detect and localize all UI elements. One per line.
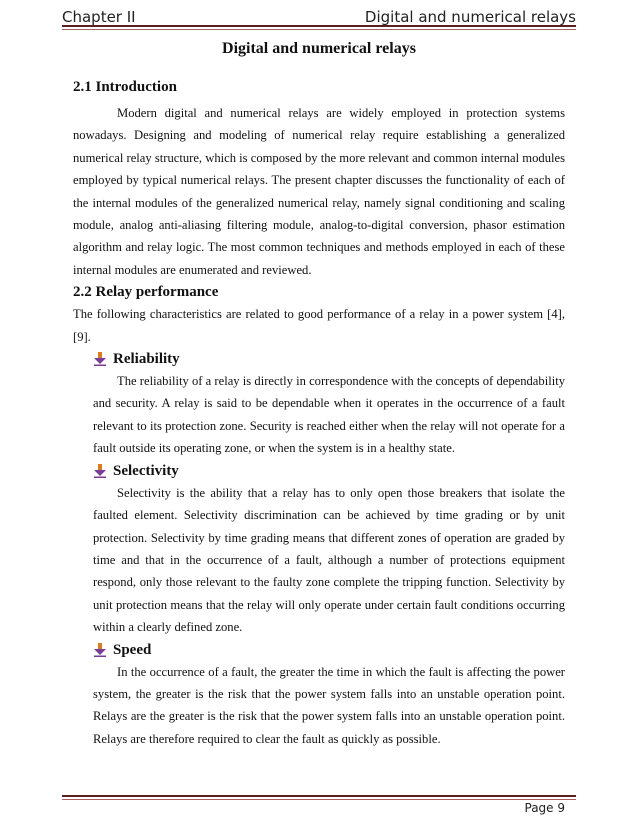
section-heading-relay-performance: 2.2 Relay performance (73, 284, 219, 301)
subheading-selectivity (93, 460, 565, 482)
subheading-speed-label: Speed (113, 641, 152, 658)
header-chapter: Chapter II (62, 8, 136, 26)
header-chapter-title: Digital and numerical relays (364, 8, 576, 26)
page-number: Page 9 (524, 801, 565, 815)
subheading-speed (93, 639, 565, 661)
header-rule (62, 25, 576, 30)
section-heading-introduction: 2.1 Introduction (73, 79, 177, 95)
chapter-title: Digital and numerical relays (222, 40, 416, 57)
down-arrow-bullet-icon (93, 643, 107, 657)
reliability-paragraph: The reliability of a relay is directly in correspondence with the concepts of dependability and security. A relay is said to be dependable when it operates in the occurrence of a fault relevant to its protection zone. Security is reached either when the relay will not operate for a fault outside its operating zone, or when the system is in a healthy state. (93, 374, 565, 456)
speed-paragraph: In the occurrence of a fault, the greater the time in which the fault is affecting the power system, the greater is the risk that the power system falls into an unstable operation point. Relays are the greater is the risk that the power system falls into an unstable operation point. Relays are therefore required to clear the fault as quickly as possible. (93, 664, 565, 746)
footer-rule (62, 795, 576, 800)
subheading-selectivity-label: Selectivity (113, 462, 179, 479)
page-content (73, 76, 565, 750)
selectivity-paragraph: Selectivity is the ability that a relay has to only open those breakers that isolate the faulted element. Selectivity discrimination can be achieved by time grading or by unit protection. Selectivity by time grading means that different zones of operation are graded by time and that in the occurrence of a fault, although a number of protections equipment respond, only those relevant to the faulty zone complete the tripping function. Selectivity by unit protection means that the relay will only operate under certain fault conditions occurring within a clearly defined zone. (93, 485, 565, 635)
down-arrow-bullet-icon (93, 464, 107, 478)
down-arrow-bullet-icon (93, 352, 107, 366)
relay-performance-paragraph: The following characteristics are related to good performance of a relay in a power system [4], [9]. (73, 307, 565, 344)
subheading-reliability-label: Reliability (113, 351, 180, 368)
introduction-paragraph: Modern digital and numerical relays are widely employed in protection systems nowadays. Designing and modeling of numerical relay require establishing a generalized numerical relay structure, which is composed by the more relevant and common internal modules employed by typical numerical relays. The present chapter discusses the functionality of each of the internal modules of the generalized numerical relay, namely signal conditioning and scaling module, analog anti-aliasing filtering module, analog-to-digital conversion, phasor estimation algorithm and relay logic. The most common techniques and methods employed in each of these internal modules are enumerated and reviewed. (73, 106, 565, 277)
page-header (62, 0, 576, 26)
subheading-reliability (93, 348, 565, 370)
